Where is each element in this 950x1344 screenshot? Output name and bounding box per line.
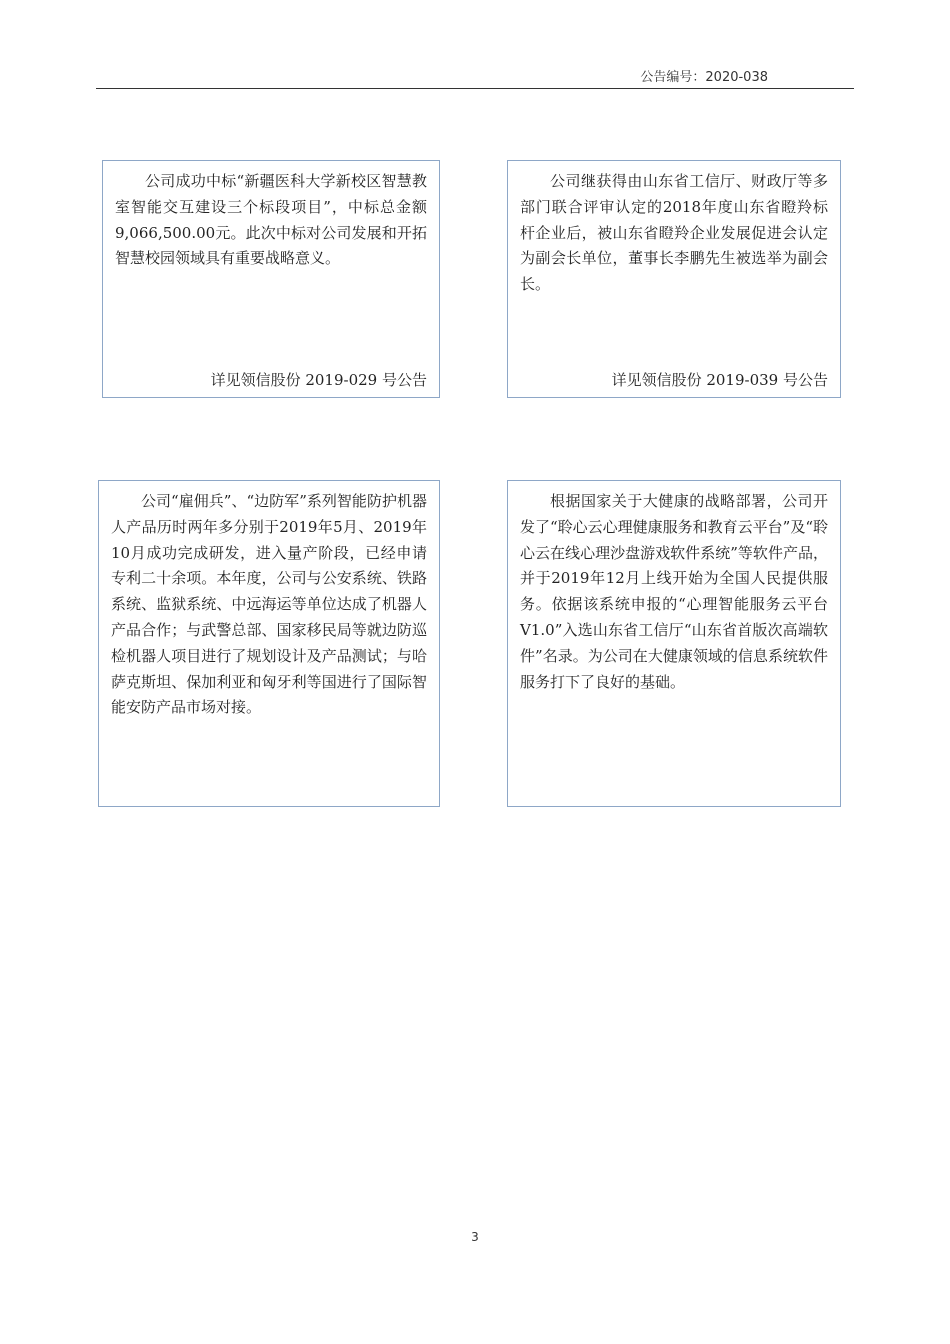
announcement-reference: 详见领信股份 2019-039 号公告 [611,371,828,389]
header-divider [96,88,854,89]
card-text: 根据国家关于大健康的战略部署，公司开发了“聆心云心理健康服务和教育云平台”及“聆心云在线心理沙盘游戏软件系统”等软件产品，并于2019年12月上线开始为全国人民提供服务。依据该系统申报的“心理智能服务云平台V1.0”入选山东省工信厅“山东省首版次高端软件”名录。为公司在大健康领域的信息系统软件服务打下了良好的基础。 [520,492,829,691]
card-text: 公司“雇佣兵”、“边防军”系列智能防护机器人产品历时两年多分别于2019年5月、2019年10月成功完成研发，进入量产阶段，已经申请专利二十余项。本年度，公司与公安系统、铁路系统、监狱系统、中远海运等单位达成了机器人产品合作；与武警总部、国家移民局等就边防巡检机器人项目进行了规划设计及产品测试；与哈萨克斯坦、保加利亚和匈牙利等国进行了国际智能安防产品市场对接。 [111,492,427,717]
highlight-card-security-robots [98,480,440,807]
announcement-reference: 详见领信股份 2019-029 号公告 [210,371,427,389]
highlight-card-gazelle-enterprise [507,160,841,398]
announcement-number: 公告编号：2020-038 [640,70,768,85]
highlight-card-bid-win [102,160,440,398]
page-number: 3 [471,1230,479,1244]
highlight-card-health-cloud [507,480,841,807]
card-text: 公司继获得由山东省工信厅、财政厅等多部门联合评审认定的2018年度山东省瞪羚标杆企业后，被山东省瞪羚企业发展促进会认定为副会长单位，董事长李鹏先生被选举为副会长。 [520,172,828,294]
card-text: 公司成功中标“新疆医科大学新校区智慧教室智能交互建设三个标段项目”，中标总金额9,066,500.00元。此次中标对公司发展和开拓智慧校园领域具有重要战略意义。 [115,172,427,268]
